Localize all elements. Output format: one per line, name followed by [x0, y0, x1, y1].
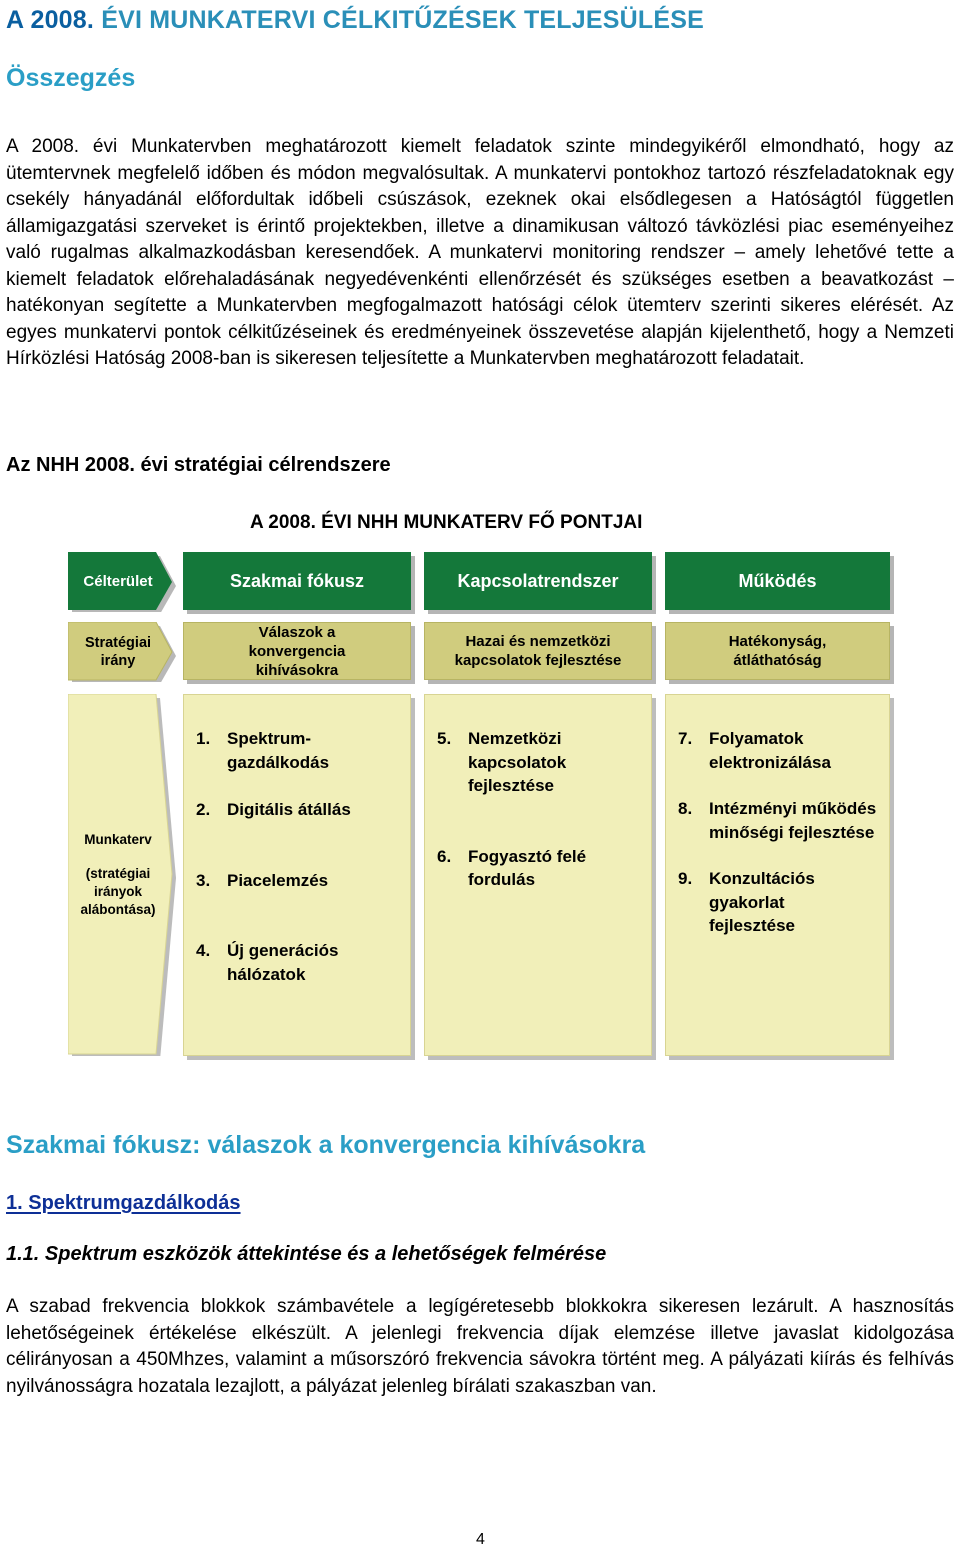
row3-label-line2: (stratégiai irányok alábontása)	[80, 866, 156, 917]
spectrum-paragraph: A szabad frekvencia blokkok számbavétele a legígéretesebb blokkokra sikeresen lezárult. A hasznosítás lehetőségeinek értékelése elkészült. A jelenlegi frekvencia díjak elemzése illetve javaslat kidolgozása célirányosan a 450Mhzes, valamint a műsorszóró frekvencia sávokra történt meg. A pályázati kiírás és felhívás nyilvánosságra hozatala lezajlott, a pályázat jelenleg bírálati szakaszban van.	[6, 1296, 954, 1397]
direction-arrow	[68, 622, 178, 682]
row3-label-line1: Munkaterv	[84, 832, 152, 847]
row3-label	[68, 694, 168, 1056]
target-area-arrow	[68, 552, 178, 612]
workplan-column-2	[424, 694, 652, 1056]
workplan-item: 9. Konzultációs gyakorlat fejlesztése	[678, 869, 815, 935]
row1-label: Célterület	[83, 573, 153, 590]
workplan-item: 1. Spektrum-gazdálkodás	[196, 729, 330, 772]
workplan-item: 3. Piacelemzés	[196, 870, 329, 890]
direction-box-3: Hatékonyság, átláthatóság	[665, 622, 890, 680]
row2-label-line2: irány	[100, 653, 136, 669]
workplan-item: 6. Fogyasztó felé fordulás	[437, 846, 587, 889]
summary-heading: Összegzés	[6, 64, 136, 92]
page-number: 4	[476, 1531, 485, 1548]
section-heading: Szakmai fókusz: válaszok a konvergencia kihívásokra	[6, 1131, 646, 1159]
row2-label	[68, 622, 168, 682]
page-title-prefix: A 2008.	[6, 6, 95, 34]
subsubsection-heading: 1.1. Spektrum eszközök áttekintése és a lehetőségek felmérése	[6, 1243, 607, 1265]
workplan-item: 7. Folyamatok elektronizálása	[678, 729, 831, 772]
workplan-arrow	[68, 694, 178, 1056]
direction-box-2: Hazai és nemzetközi kapcsolatok fejlesztése	[424, 622, 652, 680]
subsection-heading: 1. Spektrumgazdálkodás	[6, 1192, 241, 1214]
focus-box-2: Kapcsolatrendszer	[424, 552, 652, 610]
row2-label-line1: Stratégiai	[84, 635, 152, 651]
direction-box-1: Válaszok a konvergencia kihívásokra	[183, 622, 411, 680]
page-title	[6, 6, 704, 35]
workplan-column-1	[183, 694, 411, 1056]
page-title-rest: ÉVI MUNKATERVI CÉLKITŰZÉSEK TELJESÜLÉSE	[101, 6, 704, 34]
diagram-title: A 2008. ÉVI NHH MUNKATERV FŐ PONTJAI	[250, 512, 643, 533]
strategy-heading: Az NHH 2008. évi stratégiai célrendszere	[6, 454, 391, 476]
workplan-item: 4. Új generációs hálózatok	[196, 941, 339, 984]
workplan-item: 8. Intézményi működés minőségi fejlesztése	[678, 799, 877, 842]
focus-box-3: Működés	[665, 552, 890, 610]
workplan-item: 2. Digitális átállás	[196, 800, 351, 819]
summary-paragraph: A 2008. évi Munkatervben meghatározott kiemelt feladatok szinte mindegyikéről elmondható, hogy az ütemtervnek megfelelő időben és módon megvalósultak. A munkatervi pontokhoz tartozó részfeladatoknak egy csekély hányadánál előfordultak időbeli csúszások, ezeknek okai elsődlegesen a Hatóságtól független államigazgatási szerveket is érintő projektekben, illetve a dinamikusan változó távközlési piac eseményeihez való rugalmas alkalmazkodásban keresendőek. A munkatervi monitoring rendszer – amely lehetővé tette a kiemelt feladatok előrehaladásának negyedévenkénti ellenőrzését és szükséges esetben a beavatkozást – hatékonyan segítette a Munkatervben megfogalmazott hatósági célok ütemterv szerinti sikeres elérését. Az egyes munkatervi pontok célkitűzéseinek és eredményeinek összevetése alapján kijelenthető, hogy a Nemzeti Hírközlési Hatóság 2008-ban is sikeresen teljesítette a Munkatervben meghatározott feladatait.	[6, 136, 954, 369]
workplan-column-3	[665, 694, 890, 1056]
workplan-item: 5. Nemzetközi kapcsolatok fejlesztése	[437, 729, 567, 795]
focus-box-1: Szakmai fókusz	[183, 552, 411, 610]
